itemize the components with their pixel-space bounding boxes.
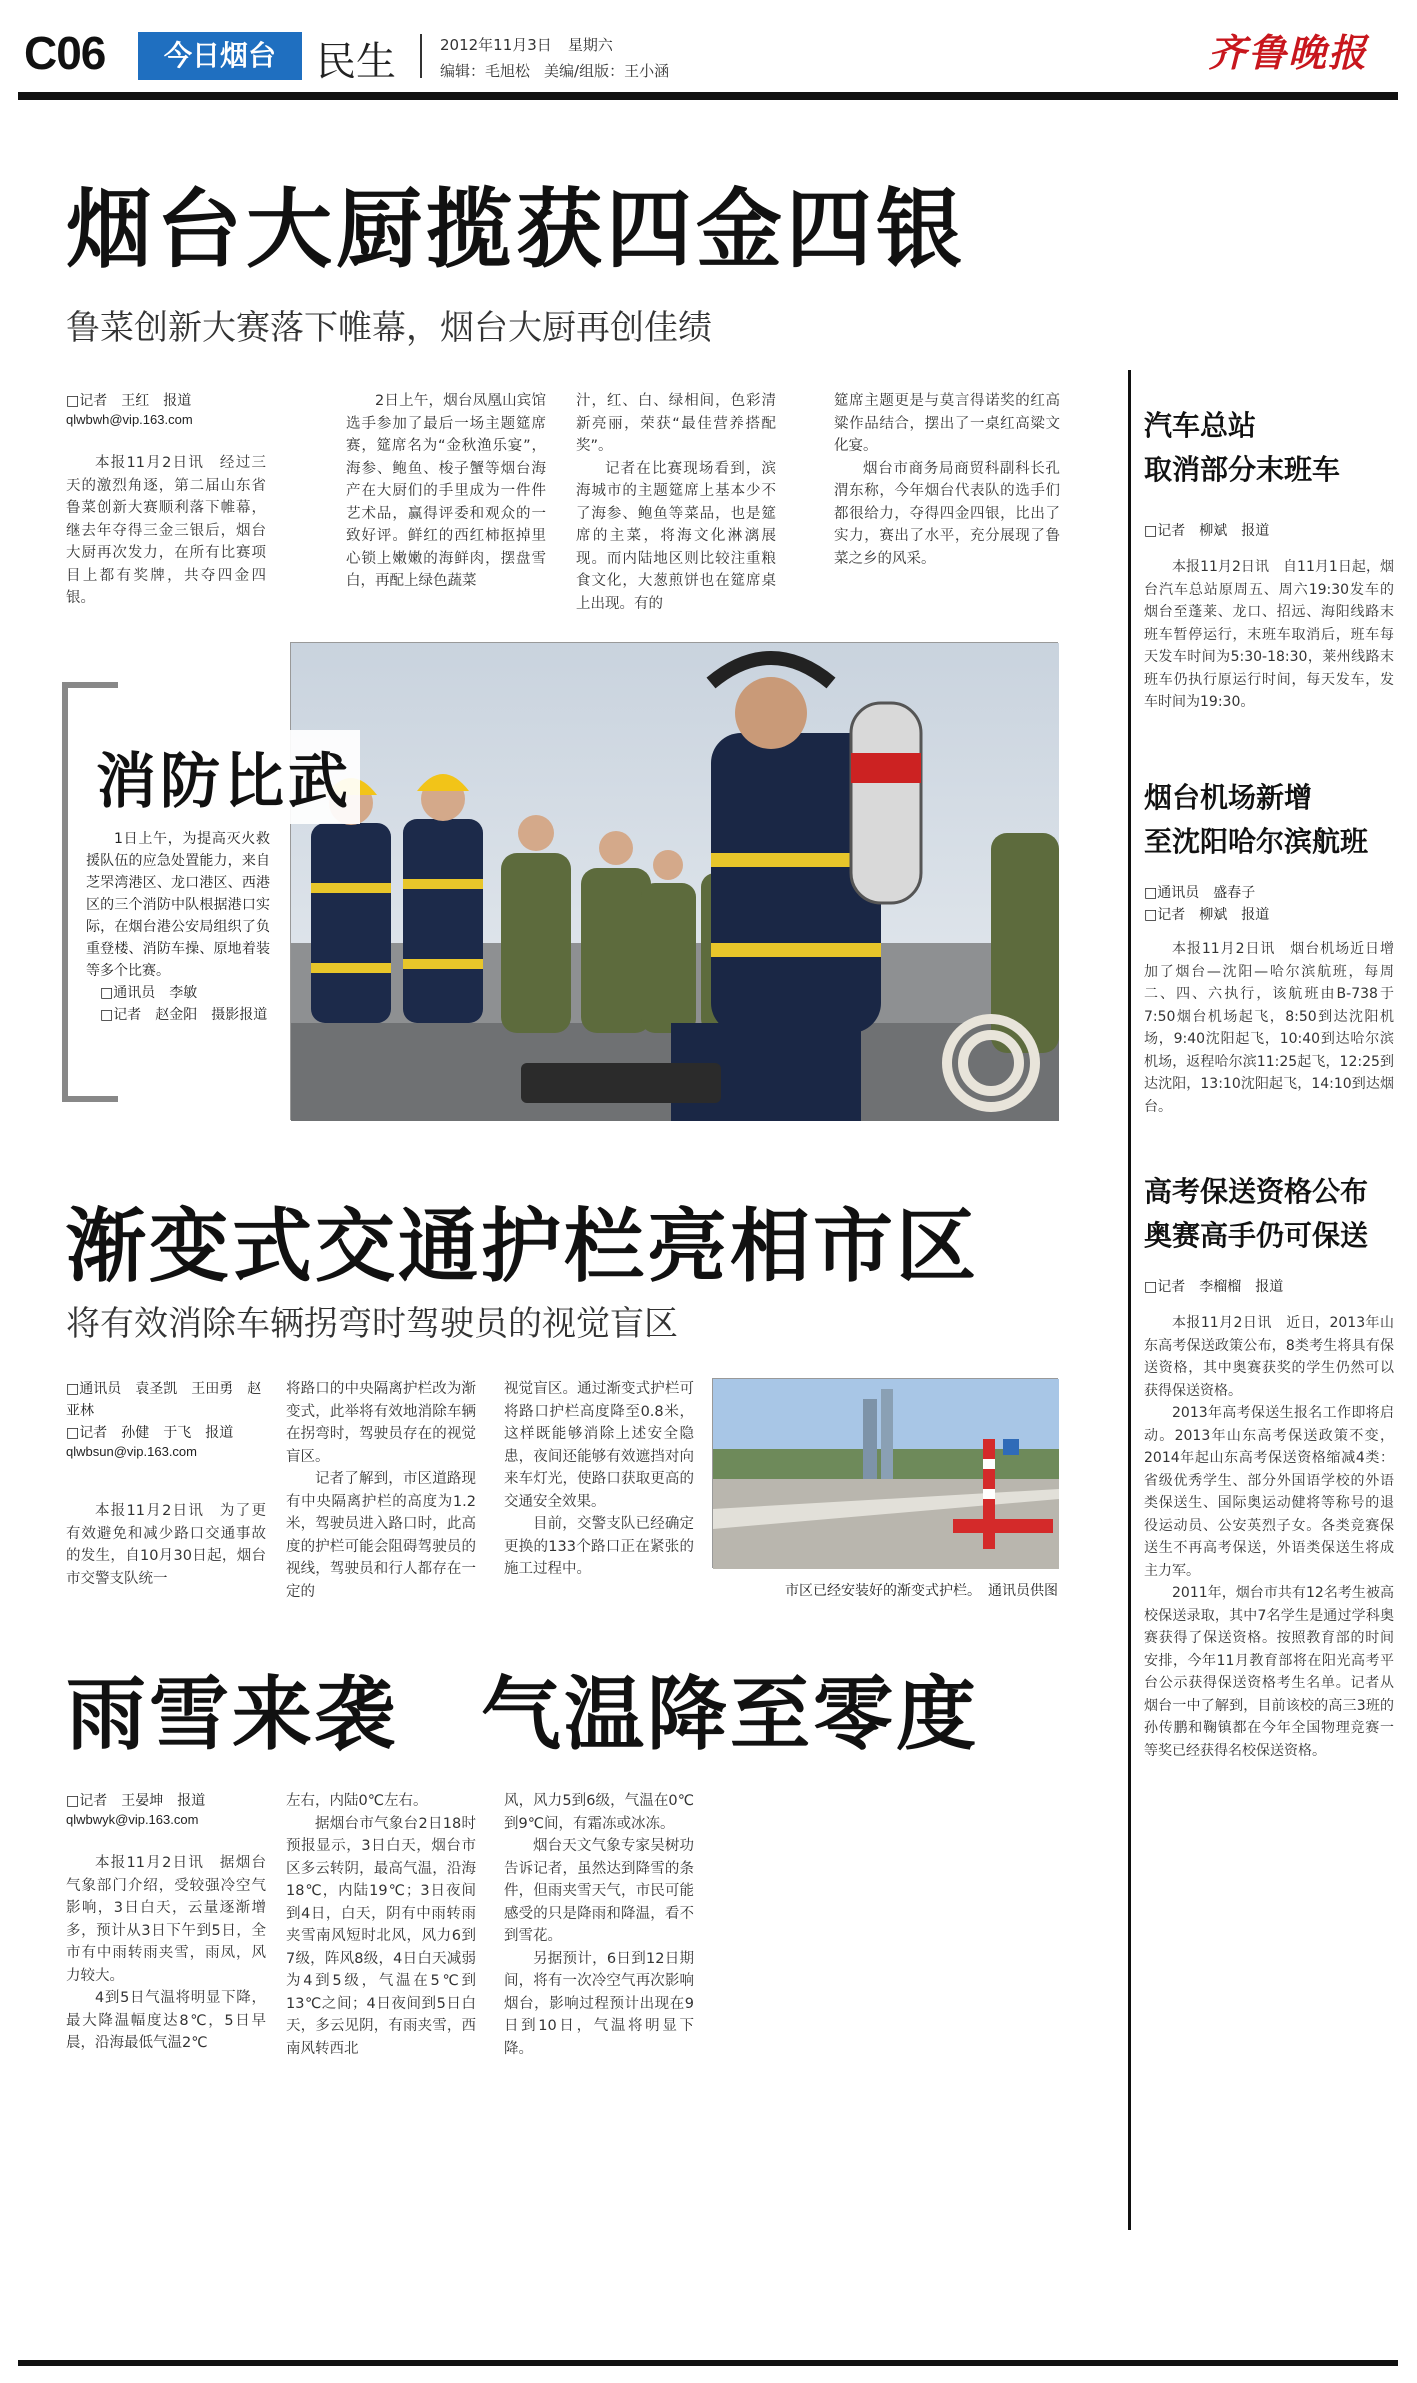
article-title-line-2: 至沈阳哈尔滨航班 [1144, 825, 1369, 858]
traffic-barrier-photo [712, 1378, 1058, 1568]
barrier-illustration [713, 1379, 1059, 1569]
sidebar-article-1 [1144, 404, 1394, 714]
story1-column-3 [576, 390, 776, 612]
article-title-line-1: 烟台机场新增 [1144, 781, 1313, 814]
header-divider [420, 34, 422, 78]
sidebar-article-3 [1144, 1170, 1394, 1762]
article-byline-1: □通讯员 盛春子 [1144, 885, 1256, 901]
story2-column-2 [286, 1378, 476, 1608]
sidebar-article-2 [1144, 776, 1394, 1118]
byline-email: qlwbwyk@vip.163.com [66, 1812, 199, 1827]
story2-byline [66, 1378, 266, 1459]
story3-column-2 [286, 1790, 476, 2057]
article-body [1144, 1312, 1394, 1762]
paragraph: 本报11月2日讯 近日，2013年山东高考保送政策公布，8类考生将具有保送资格，其中奥赛获奖的学生仍然可以获得保送资格。 [1144, 1315, 1394, 1399]
paragraph: 2013年高考保送生报名工作即将启动。2013年山东高考保送政策不变，2014年起山东高考保送资格缩减4类：省级优秀学生、部分外国语学校的外语类保送生、国际奥运动健将等称号的退役运动员、公安英烈子女。各类竞赛保送生不再高考保送，外语类保送生将成主力军。 [1144, 1405, 1394, 1579]
paragraph: 烟台市商务局商贸科副科长孔渭东称，今年烟台代表队的选手们都很给力，夺得四金四银，比出了实力，赛出了水平，充分展现了鲁菜之乡的风采。 [834, 460, 1060, 567]
paragraph: 2011年，烟台市共有12名考生被高校保送录取，其中7名学生是通过学科奥赛获得了保送资格。按照教育部的时间安排，今年11月教育部将在阳光高考平台公示获得保送资格考生名单。记者从烟台一中了解到，目前该校的高三3班的孙传鹏和鞠镇都在今年全国物理竞赛一等奖已经获得名校保送资格。 [1144, 1585, 1394, 1759]
article-title-line-1: 高考保送资格公布 [1144, 1175, 1369, 1208]
story2-headline: 渐变式交通护栏亮相市区 [66, 1200, 979, 1293]
page-number: C06 [24, 27, 106, 79]
paragraph: 本报11月2日讯 据烟台气象部门介绍，受较强冷空气影响，3日白天，云量逐渐增多，预计从3日下午到5日，全市有中雨转雨夹雪，雨凤，风力较大。 [66, 1855, 266, 1984]
caption-credit-1: □通讯员 李敏 [100, 985, 198, 1001]
section-tab: 今日烟台 [138, 32, 302, 80]
paragraph: 本报11月2日讯 经过三天的激烈角逐，第二届山东省鲁菜创新大赛顺利落下帷幕，继去年夺得三金三银后，烟台大厨再次发力，在所有比赛项目上都有奖牌，共夺四金四银。 [66, 455, 266, 606]
story2-subhead: 将有效消除车辆拐弯时驾驶员的视觉盲区 [66, 1304, 678, 1344]
byline-email: qlwbwh@vip.163.com [66, 412, 193, 427]
editor-text: 编辑：毛旭松 [440, 62, 531, 80]
paragraph: 记者在比赛现场看到，滨海城市的主题筵席上基本少不了海参、鲍鱼等菜品，也是筵席的主菜，将海文化淋漓展现。而内陆地区则比较注重粮食文化，大葱煎饼也在筵席桌上出现。有的 [576, 460, 776, 612]
story2-column-1 [66, 1500, 266, 1600]
paragraph: 将路口的中央隔离护栏改为渐变式，此举将有效地消除车辆在拐弯时，驾驶员存在的视觉盲区。 [286, 1381, 476, 1465]
weekday-text: 星期六 [567, 36, 613, 54]
byline-reporters: □记者 孙健 于飞 报道 [66, 1425, 234, 1441]
paragraph: 风，风力5到6级，气温在0℃到9℃间，有霜冻或冰冻。 [504, 1793, 694, 1832]
story3-headline: 雨雪来袭 气温降至零度 [66, 1668, 979, 1761]
byline-reporter: □记者 王红 报道 [66, 393, 192, 409]
byline-reporter: □记者 王晏坤 报道 [66, 1793, 206, 1809]
story1-byline [66, 390, 266, 427]
subsection-title: 民生 [316, 39, 396, 85]
caption-credit-2: □记者 赵金阳 摄影报道 [100, 1007, 268, 1023]
story2-column-3 [504, 1378, 694, 1608]
header-rule [18, 92, 1398, 100]
paragraph: 本报11月2日讯 烟台机场近日增加了烟台—沈阳—哈尔滨航班，每周二、四、六执行，该航班由B-738于7:50烟台机场起飞，8:50到达沈阳机场，9:40沈阳起飞，10:40到达哈尔滨机场，返程哈尔滨11:25起飞，12:25到达沈阳，13:10沈阳起飞，14:10到达烟台。 [1144, 941, 1394, 1115]
byline-correspondents: □通讯员 袁圣凯 王田勇 赵亚林 [66, 1381, 262, 1419]
article-title-line-1: 汽车总站 [1144, 409, 1257, 442]
paragraph: 视觉盲区。通过渐变式护栏可将路口护栏高度降至0.8米，这样既能够消除上述安全隐患，夜间还能够有效遮挡对向来车灯光，使路口获取更高的交通安全效果。 [504, 1381, 694, 1510]
masthead-logo: 齐鲁晚报 [1208, 30, 1369, 75]
story1-column-4 [834, 390, 1060, 590]
paragraph: 筵席主题更是与莫言得诺奖的红高粱作品结合，摆出了一桌红高粱文化宴。 [834, 393, 1060, 454]
fire-feature-caption [80, 822, 276, 1082]
paragraph: 左右，内陆0℃左右。 [286, 1793, 428, 1809]
sidebar-divider [1128, 370, 1131, 2230]
article-title-line-2: 取消部分末班车 [1144, 453, 1341, 486]
designer-text: 美编/组版：王小涵 [544, 62, 670, 80]
paragraph: 本报11月2日讯 为了更有效避免和减少路口交通事故的发生，自10月30日起，烟台市交警支队统一 [66, 1503, 266, 1587]
story3-column-1 [66, 1852, 266, 2052]
caption-text: 1日上午，为提高灭火救援队伍的应急处置能力，来自芝罘湾港区、龙口港区、西港区的三个消防中队根据港口实际，在烟台港公安局组织了负重登楼、消防车操、原地着装等多个比赛。 [86, 831, 270, 979]
paragraph: 烟台天文气象专家吴树功告诉记者，虽然达到降雪的条件，但雨夹雪天气，市民可能感受的只是降雨和降温，看不到雪花。 [504, 1838, 694, 1944]
paragraph: 4到5日气温将明显下降，最大降温幅度达8℃，5日早晨，沿海最低气温2℃ [66, 1990, 266, 2051]
story3-column-3 [504, 1790, 694, 2057]
article-byline-2: □记者 柳斌 报道 [1144, 907, 1270, 923]
barrier-photo-caption: 市区已经安装好的渐变式护栏。 通讯员供图 [785, 1583, 1058, 1599]
date-text: 2012年11月3日 [440, 36, 552, 54]
story1-column-2 [346, 390, 546, 590]
editor-credits [440, 60, 683, 81]
story1-subhead: 鲁菜创新大赛落下帷幕，烟台大厨再创佳绩 [66, 308, 712, 348]
article-body [1144, 938, 1394, 1118]
paragraph: 另据预计，6日到12日期间，将有一次冷空气再次影响烟台，影响过程预计出现在9日到10日，气温将明显下降。 [504, 1950, 694, 2057]
article-byline: □记者 柳斌 报道 [1144, 523, 1270, 539]
story1-column-1 [66, 452, 266, 606]
fire-feature-title: 消防比武 [88, 730, 360, 824]
article-body [1144, 556, 1394, 714]
article-title-line-2: 奥赛高手仍可保送 [1144, 1219, 1369, 1252]
story3-byline [66, 1790, 266, 1827]
paragraph: 2日上午，烟台凤凰山宾馆选手参加了最后一场主题筵席赛，筵席名为“金秋渔乐宴”，海参、鲍鱼、梭子蟹等烟台海产在大厨们的手里成为一件件艺术品，赢得评委和观众的一致好评。鲜红的西红柿抠掉里心锁上嫩嫩的海鲜肉，摆盘雪白，再配上绿色蔬菜 [346, 393, 546, 589]
firefighter-photo [290, 642, 1058, 1120]
paragraph: 记者了解到，市区道路现有中央隔离护栏的高度为1.2米，驾驶员进入路口时，此高度的护栏可能会阻碍驾驶员的视线，驾驶员和行人都存在一定的 [286, 1471, 476, 1600]
footer-rule [18, 2360, 1398, 2366]
paragraph: 本报11月2日讯 自11月1日起，烟台汽车总站原周五、周六19:30发车的烟台至蓬莱、龙口、招远、海阳线路末班车暂停运行，末班车取消后，班车每天发车时间为5:30-18:30，莱州线路末班车仍执行原运行时间，每天发车，发车时间为19:30。 [1144, 559, 1394, 710]
issue-date [440, 34, 629, 55]
byline-email: qlwbsun@vip.163.com [66, 1444, 197, 1459]
article-byline: □记者 李榴榴 报道 [1144, 1279, 1284, 1295]
paragraph: 目前，交警支队已经确定更换的133个路口正在紧张的施工过程中。 [504, 1516, 694, 1577]
paragraph: 据烟台市气象台2日18时预报显示，3日白天，烟台市区多云转阴，最高气温，沿海18℃，内陆19℃；3日夜间到4日，白天，阴有中雨转雨夹雪南风短时北风，风力6到7级，阵风8级，4日白天减弱为4到5级，气温在5℃到13℃之间；4日夜间到5日白天，多云见阴，有雨夹雪，西南风转西北 [286, 1815, 476, 2057]
paragraph: 汁，红、白、绿相间，色彩清新亮丽，荣获“最佳营养搭配奖”。 [576, 393, 776, 454]
photo-illustration [291, 643, 1059, 1121]
story1-headline: 烟台大厨揽获四金四银 [66, 180, 966, 280]
